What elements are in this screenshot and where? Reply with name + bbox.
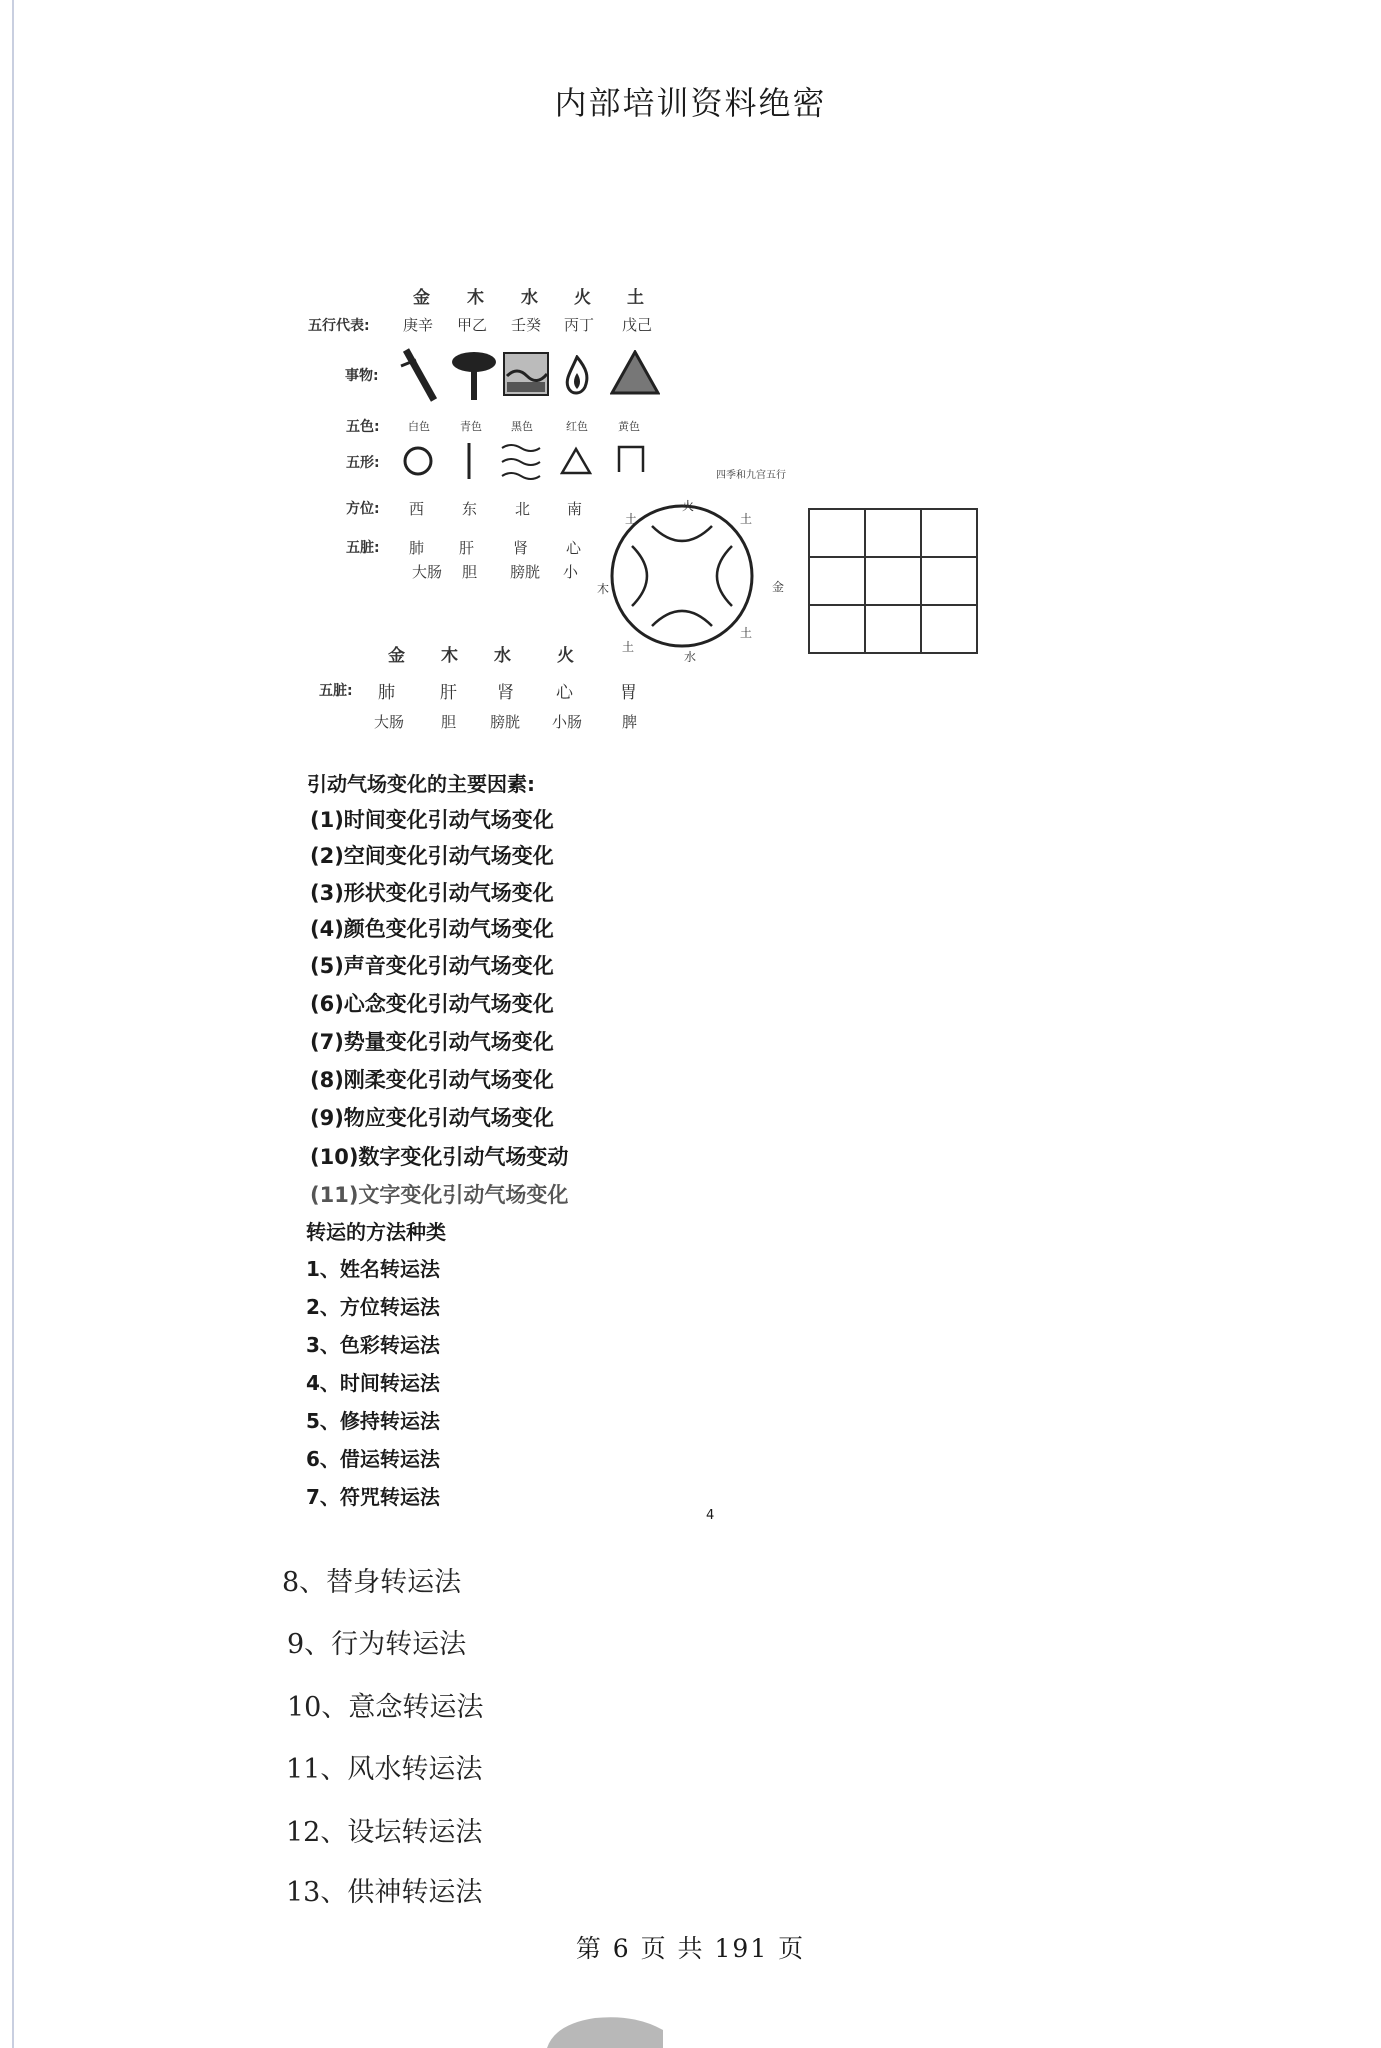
color-cell: 青色 xyxy=(460,420,482,433)
list-item: 7、符咒转运法 xyxy=(306,1485,440,1509)
list-item: (11)文字变化引动气场变化 xyxy=(310,1183,569,1207)
organs-row-label: 五脏: xyxy=(319,683,353,699)
organ-cell: 肾 xyxy=(513,539,529,557)
element-label: 木 xyxy=(441,646,458,666)
organ-cell: 肾 xyxy=(497,683,514,703)
list-item: 1、姓名转运法 xyxy=(306,1257,440,1281)
shapes-row-label: 五形: xyxy=(346,455,380,471)
direction-cell: 北 xyxy=(515,500,531,518)
wheel-label-earth: 土 xyxy=(740,626,753,640)
list-item: 12、设坛转运法 xyxy=(286,1817,483,1848)
color-cell: 白色 xyxy=(408,420,430,433)
element-label: 水 xyxy=(521,288,538,308)
element-label: 火 xyxy=(574,288,591,308)
direction-cell: 东 xyxy=(462,500,478,518)
factors-heading: 引动气场变化的主要因素: xyxy=(307,772,535,796)
stem-cell: 庚辛 xyxy=(403,316,434,334)
list-item: (4)颜色变化引动气场变化 xyxy=(310,917,554,941)
colors-row-label: 五色: xyxy=(346,419,380,435)
element-label: 火 xyxy=(557,646,574,666)
organ-cell: 大肠 xyxy=(374,713,405,731)
stem-cell: 甲乙 xyxy=(457,316,488,334)
wheel-label-top: 火 xyxy=(682,499,695,513)
page-footer: 第 6 页 共 191 页 xyxy=(575,1934,806,1963)
element-label: 金 xyxy=(388,646,405,666)
organ-cell: 大肠 xyxy=(412,563,443,581)
list-item: (9)物应变化引动气场变化 xyxy=(310,1106,554,1130)
organ-cell: 胃 xyxy=(620,683,637,703)
wheel-label-earth: 土 xyxy=(625,512,638,526)
list-item: (3)形状变化引动气场变化 xyxy=(310,881,554,905)
methods-heading: 转运的方法种类 xyxy=(306,1220,446,1244)
list-item: 2、方位转运法 xyxy=(306,1295,440,1319)
list-item: (8)刚柔变化引动气场变化 xyxy=(310,1068,554,1092)
wheel-label-bottom: 水 xyxy=(684,650,697,664)
element-label: 金 xyxy=(413,288,430,308)
direction-cell: 西 xyxy=(409,500,425,518)
list-item: 11、风水转运法 xyxy=(286,1754,483,1785)
element-label: 土 xyxy=(627,288,644,308)
organs-row-label: 五脏: xyxy=(346,540,380,556)
list-item: (5)声音变化引动气场变化 xyxy=(310,954,554,978)
page-header: 内部培训资料绝密 xyxy=(554,84,827,122)
inner-page-number: 4 xyxy=(706,1508,715,1523)
wheel-label-right: 金 xyxy=(772,580,785,594)
list-item: 9、行为转运法 xyxy=(287,1629,467,1660)
list-item: 3、色彩转运法 xyxy=(306,1333,440,1357)
color-cell: 红色 xyxy=(566,420,588,433)
organ-cell: 心 xyxy=(556,683,573,703)
list-item: 4、时间转运法 xyxy=(306,1371,440,1395)
direction-cell: 南 xyxy=(567,500,583,518)
organ-cell: 小 xyxy=(563,563,579,581)
stem-cell: 戊己 xyxy=(622,316,653,334)
element-label: 木 xyxy=(467,288,484,308)
color-cell: 黑色 xyxy=(511,420,533,433)
organ-cell: 肝 xyxy=(459,539,475,557)
list-item: 8、替身转运法 xyxy=(282,1567,462,1598)
list-item: (10)数字变化引动气场变动 xyxy=(310,1145,569,1169)
list-item: (2)空间变化引动气场变化 xyxy=(310,844,554,868)
list-item: (6)心念变化引动气场变化 xyxy=(310,992,554,1016)
color-cell: 黄色 xyxy=(618,420,640,433)
organ-cell: 肺 xyxy=(378,683,395,703)
organ-cell: 肺 xyxy=(409,539,425,557)
organ-cell: 肝 xyxy=(440,683,457,703)
objects-row-label: 事物: xyxy=(345,368,379,384)
scan-artifact xyxy=(545,2010,665,2048)
organ-cell: 膀胱 xyxy=(510,563,541,581)
organ-cell: 脾 xyxy=(622,713,638,731)
organ-cell: 胆 xyxy=(441,713,457,731)
wheel-label-earth: 土 xyxy=(740,512,753,526)
element-label: 水 xyxy=(494,646,511,666)
nine-palaces-title: 四季和九宫五行 xyxy=(716,470,786,481)
list-item: 6、借运转运法 xyxy=(306,1447,440,1471)
list-item: 10、意念转运法 xyxy=(287,1692,484,1723)
wheel-label-earth: 土 xyxy=(622,640,635,654)
list-item: (7)势量变化引动气场变化 xyxy=(310,1030,554,1054)
wheel-label-left: 木 xyxy=(597,582,610,596)
organ-cell: 胆 xyxy=(462,563,478,581)
stems-row-label: 五行代表: xyxy=(308,318,370,334)
organ-cell: 小肠 xyxy=(552,713,583,731)
organ-cell: 膀胱 xyxy=(490,713,521,731)
stem-cell: 壬癸 xyxy=(511,316,542,334)
list-item: 13、供神转运法 xyxy=(286,1877,483,1908)
list-item: 5、修持转运法 xyxy=(306,1409,440,1433)
stem-cell: 丙丁 xyxy=(564,316,595,334)
directions-row-label: 方位: xyxy=(346,501,380,517)
list-item: (1)时间变化引动气场变化 xyxy=(310,808,554,832)
organ-cell: 心 xyxy=(566,539,582,557)
